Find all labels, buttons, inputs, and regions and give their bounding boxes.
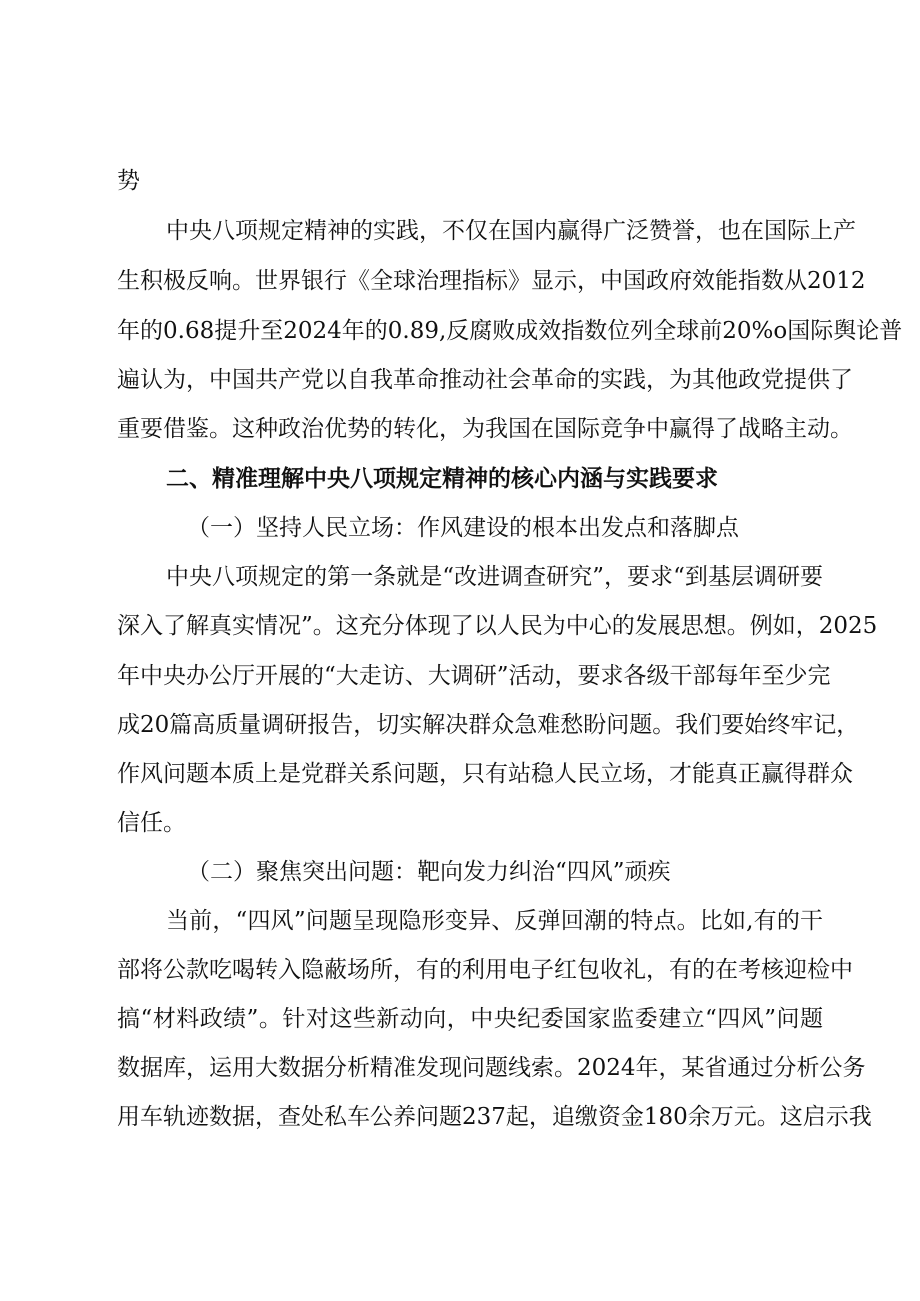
subsection-2-line: 当前，“四风”问题呈现隐形变异、反弹回潮的特点。比如,有的干 [166, 908, 823, 934]
section-2-heading: 二、精准理解中央八项规定精神的核心内涵与实践要求 [166, 466, 718, 492]
subsection-1-heading: （一）坚持人民立场：作风建设的根本出发点和落脚点 [187, 515, 739, 541]
subsection-2-line: 搞“材料政绩”。针对这些新动向，中央纪委国家监委建立“四风”问题 [117, 1006, 823, 1032]
paragraph-fragment-line: 势 [117, 168, 140, 194]
subsection-1-line: 信任。 [117, 810, 186, 836]
subsection-2-heading: （二）聚焦突出问题：靶向发力纠治“四风”顽疾 [187, 859, 671, 885]
paragraph-1-line: 中央八项规定精神的实践，不仅在国内赢得广泛赞誉，也在国际上产 [166, 218, 856, 244]
paragraph-1-line: 生积极反响。世界银行《全球治理指标》显示，中国政府效能指数从2012 [117, 268, 866, 294]
subsection-1-line: 深入了解真实情况”。这充分体现了以人民为中心的发展思想。例如，2025 [117, 613, 878, 639]
paragraph-1-line: 遍认为，中国共产党以自我革命推动社会革命的实践，为其他政党提供了 [117, 367, 853, 393]
subsection-1-line: 成20篇高质量调研报告，切实解决群众急难愁盼问题。我们要始终牢记， [117, 712, 860, 738]
subsection-2-line: 部将公款吃喝转入隐蔽场所，有的利用电子红包收礼，有的在考核迎检中 [117, 957, 853, 983]
subsection-2-line: 数据库，运用大数据分析精准发现问题线索。2024年，某省通过分析公务 [117, 1055, 866, 1081]
paragraph-1-line: 重要借鉴。这种政治优势的转化，为我国在国际竞争中赢得了战略主动。 [117, 416, 853, 442]
subsection-1-line: 中央八项规定的第一条就是“改进调查研究”，要求“到基层调研要 [166, 564, 823, 590]
subsection-1-line: 年中央办公厅开展的“大走访、大调研”活动，要求各级干部每年至少完 [117, 663, 831, 689]
subsection-1-line: 作风问题本质上是党群关系问题，只有站稳人民立场，才能真正赢得群众 [117, 761, 853, 787]
paragraph-1-line: 年的0.68提升至2024年的0.89,反腐败成效指数位列全球前20%o国际舆论普 [117, 318, 903, 344]
subsection-2-line: 用车轨迹数据，查处私车公养问题237起，追缴资金180余万元。这启示我 [117, 1104, 872, 1130]
